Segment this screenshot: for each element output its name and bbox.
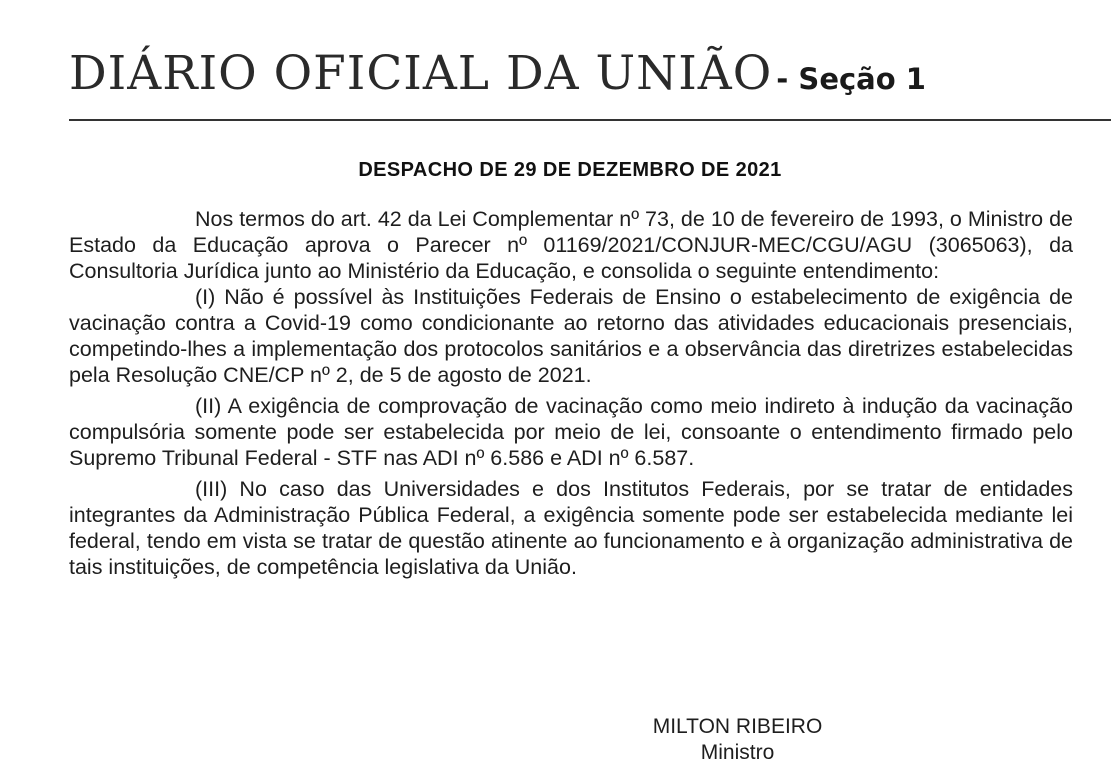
paragraph-intro: Nos termos do art. 42 da Lei Complementar nº 73, de 10 de fevereiro de 1993, o Ministro de Estado da Educação aprova o Parecer nº 01169/2021/CONJUR-MEC/CGU/AGU (3065063), da Consultoria Jurídica junto ao Ministério da Educação, e consolida o seguinte entendimento: [69, 207, 1073, 283]
signatory-name: MILTON RIBEIRO [652, 715, 823, 738]
document-heading: DESPACHO DE 29 DE DEZEMBRO DE 2021 [358, 159, 782, 181]
signature-block [520, 714, 955, 766]
section-label: - Seção 1 [776, 62, 926, 96]
header-divider [69, 119, 1111, 121]
publication-title: DIÁRIO OFICIAL DA UNIÃO [69, 46, 773, 101]
paragraph-item-iii: (III) No caso das Universidades e dos Institutos Federais, por se tratar de entidades integrantes da Administração Pública Federal, a exigência somente pode ser estabelecida mediante lei federal, tendo em vista se tratar de questão atinente ao funcionamento e à organização administrativa de tais instituições, de competência legislativa da União. [69, 477, 1073, 579]
paragraph-item-ii: (II) A exigência de comprovação de vacinação como meio indireto à indução da vacinação compulsória somente pode ser estabelecida por meio de lei, consoante o entendimento firmado pelo Supremo Tribunal Federal - STF nas ADI nº 6.586 e ADI nº 6.587. [69, 394, 1073, 470]
document-body [69, 206, 1073, 580]
masthead [69, 46, 926, 101]
paragraph-item-i: (I) Não é possível às Instituições Federais de Ensino o estabelecimento de exigência de vacinação contra a Covid-19 como condicionante ao retorno das atividades educacionais presenciais, competindo-lhes a implementação dos protocolos sanitários e a observância das diretrizes estabelecidas pela Resolução CNE/CP nº 2, de 5 de agosto de 2021. [69, 285, 1073, 387]
signatory-title: Ministro [700, 741, 775, 764]
